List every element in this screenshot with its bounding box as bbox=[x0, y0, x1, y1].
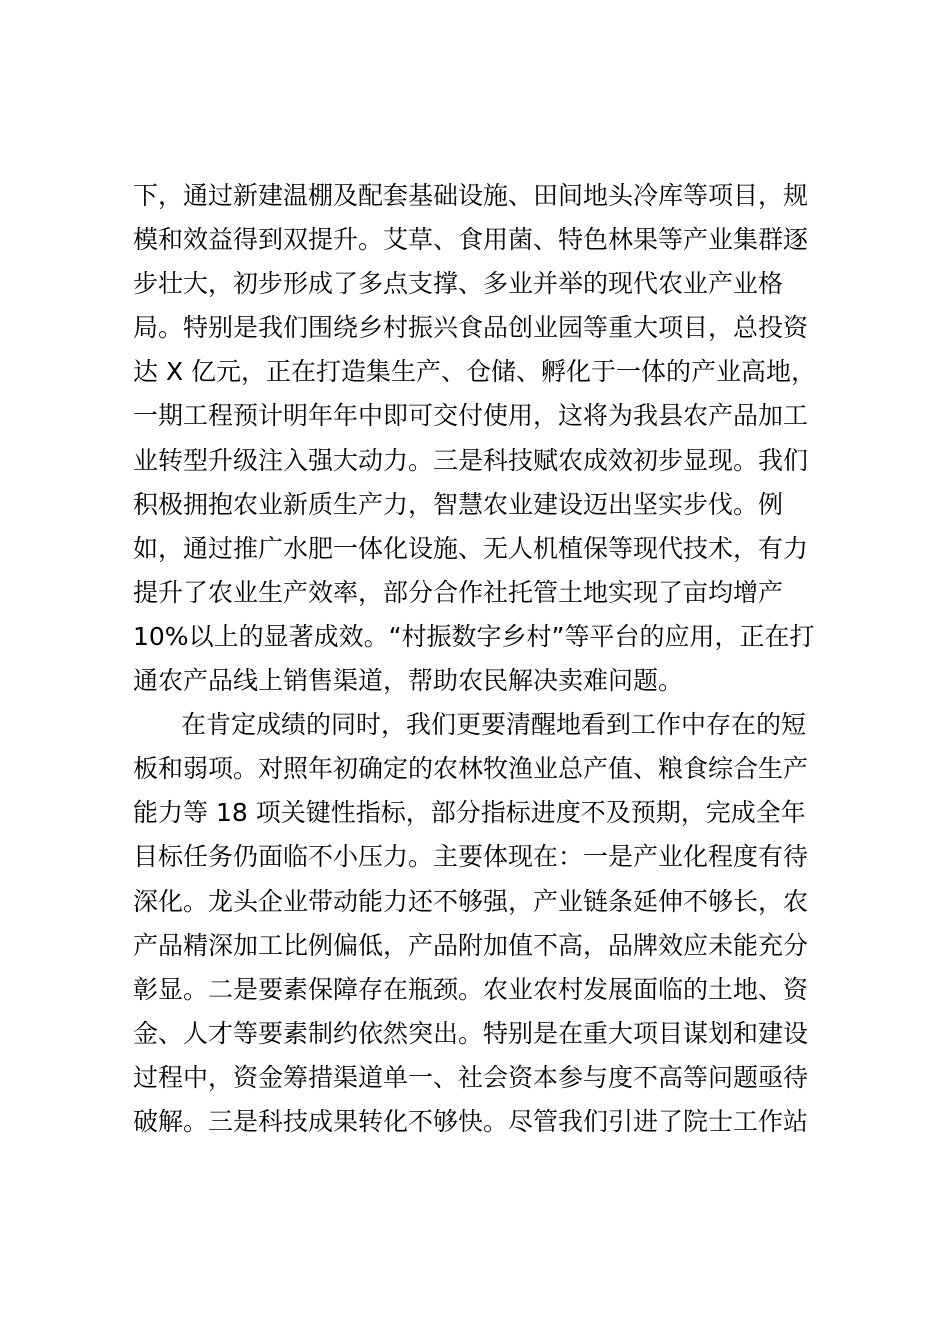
text-line: 提升了农业生产效率，部分合作社托管土地实现了亩均增产 bbox=[133, 577, 784, 607]
text-line: 彰显。二是要素保障存在瓶颈。农业农村发展面临的土地、资 bbox=[133, 974, 809, 1004]
text-line: 破解。三是科技成果转化不够快。尽管我们引进了院士工作站 bbox=[133, 1106, 809, 1136]
text-line: 模和效益得到双提升。艾草、食用菌、特色林果等产业集群逐 bbox=[133, 225, 809, 255]
text-line: 深化。龙头企业带动能力还不够强，产业链条延伸不够长，农 bbox=[133, 886, 809, 916]
paragraph-first-line: 在肯定成绩的同时，我们更要清醒地看到工作中存在的短 bbox=[181, 710, 807, 740]
text-line: 产品精深加工比例偏低，产品附加值不高，品牌效应未能充分 bbox=[133, 930, 809, 960]
body-text bbox=[133, 174, 833, 1144]
text-line: 10%以上的显著成效。“村振数字乡村”等平台的应用，正在打 bbox=[133, 621, 815, 651]
text-line: 局。特别是我们围绕乡村振兴食品创业园等重大项目，总投资 bbox=[133, 313, 809, 343]
text-line: 目标任务仍面临不小压力。主要体现在：一是产业化程度有待 bbox=[133, 842, 809, 872]
text-line: 下，通过新建温棚及配套基础设施、田间地头冷库等项目，规 bbox=[133, 181, 809, 210]
text-line: 板和弱项。对照年初确定的农林牧渔业总产值、粮食综合生产 bbox=[133, 754, 809, 784]
text-line: 达 X 亿元，正在打造集生产、仓储、孵化于一体的产业高地， bbox=[133, 357, 817, 387]
text-line: 业转型升级注入强大动力。三是科技赋农成效初步显现。我们 bbox=[133, 445, 809, 475]
text-line: 积极拥抱农业新质生产力，智慧农业建设迈出坚实步伐。例 bbox=[133, 489, 784, 519]
text-line: 能力等 18 项关键性指标，部分指标进度不及预期，完成全年 bbox=[133, 798, 806, 828]
text-line: 步壮大，初步形成了多点支撑、多业并举的现代农业产业格 bbox=[133, 269, 784, 299]
text-line: 一期工程预计明年年中即可交付使用，这将为我县农产品加工 bbox=[133, 401, 809, 431]
text-line: 如，通过推广水肥一体化设施、无人机植保等现代技术，有力 bbox=[133, 533, 809, 563]
text-line: 过程中，资金筹措渠道单一、社会资本参与度不高等问题亟待 bbox=[133, 1062, 809, 1092]
text-line: 通农产品线上销售渠道，帮助农民解决卖难问题。 bbox=[133, 666, 684, 696]
text-line: 金、人才等要素制约依然突出。特别是在重大项目谋划和建设 bbox=[133, 1018, 809, 1048]
